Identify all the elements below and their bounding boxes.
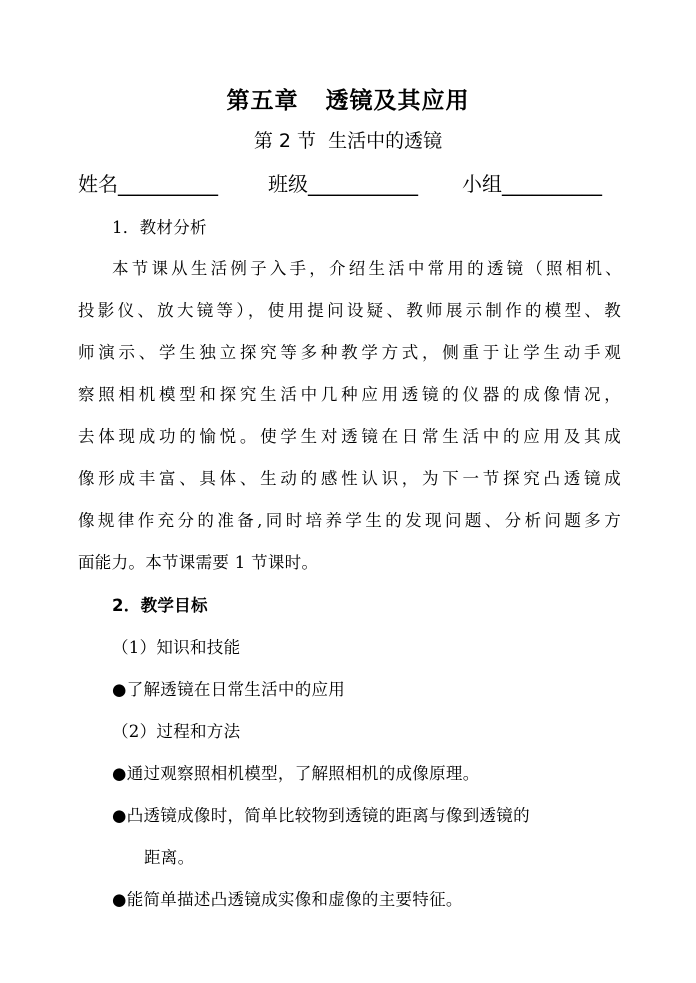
paragraph-line: 像规律作充分的准备,同时培养学生的发现问题、分析问题多方 [78,511,621,530]
group-field: 小组__________ [462,172,602,196]
paragraph-line: 察照相机模型和探究生活中几种应用透镜的仪器的成像情况， [78,385,621,404]
bullet-item: ●能简单描述凸透镜成实像和虚像的主要特征。 [112,890,463,909]
section2-heading: 2．教学目标 [112,596,208,615]
student-info-row [78,168,623,196]
paragraph-line: 本节课从生活例子入手，介绍生活中常用的透镜（照相机、 [112,259,622,278]
subsection-heading: （1）知识和技能 [112,638,241,657]
paragraph-line: 像形成丰富、具体、生动的感性认识，为下一节探究凸透镜成 [78,469,621,488]
class-field: 班级___________ [268,172,418,196]
chapter-title: 第五章 透镜及其应用 [226,88,470,114]
section-title: 第 2 节 生活中的透镜 [253,130,443,152]
section1-heading: 1．教材分析 [112,218,207,237]
bullet-item: ●通过观察照相机模型，了解照相机的成像原理。 [112,764,480,783]
bullet-item: ●凸透镜成像时，简单比较物到透镜的距离与像到透镜的 [112,806,530,825]
paragraph-line: 去体现成功的愉悦。使学生对透镜在日常生活中的应用及其成 [78,427,621,446]
bullet-item: ●了解透镜在日常生活中的应用 [112,680,346,699]
bullet-item-continuation: 距离。 [144,848,195,867]
paragraph-line: 面能力。本节课需要 1 节课时。 [78,553,319,572]
name-field: 姓名__________ [78,172,218,196]
paragraph-line: 师演示、学生独立探究等多种教学方式，侧重于让学生动手观 [78,343,621,362]
subsection-heading: （2）过程和方法 [112,722,241,741]
paragraph-line: 投影仪、放大镜等），使用提问设疑、教师展示制作的模型、教 [78,301,621,320]
